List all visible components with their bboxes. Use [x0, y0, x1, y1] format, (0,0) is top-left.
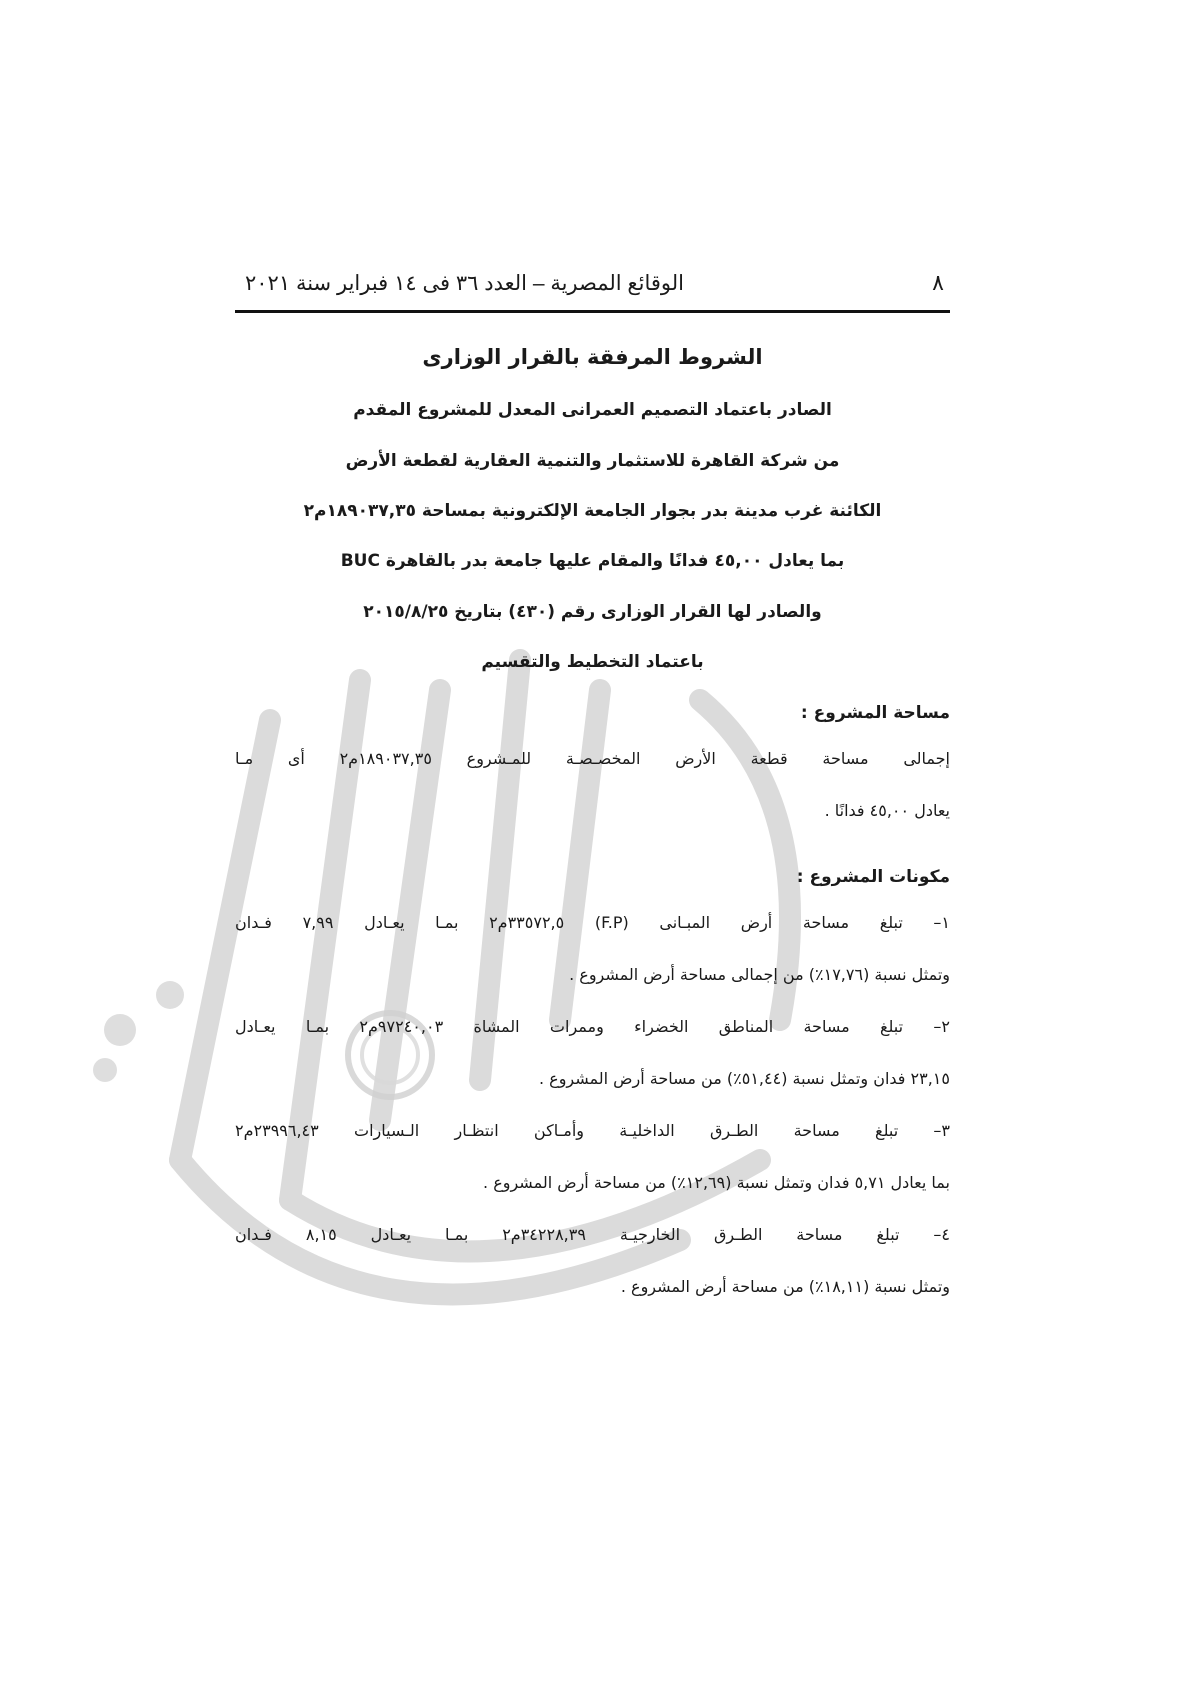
component-item-3-line-2: بما يعادل ٥,٧١ فدان وتمثل نسبة (١٢,٦٩٪) من مساحة أرض المشروع . — [483, 1172, 950, 1192]
title-line-4: بما يعادل ٤٥,٠٠ فدانًا والمقام عليها جامعة بدر بالقاهرة BUC — [340, 551, 845, 572]
component-item-3-line-1: ٣– تبلغ مساحة الطـرق الداخليـة وأمـاكن انتظـار الـسيارات ٢٣٩٩٦,٤٣م٢ — [235, 1120, 950, 1140]
document-page — [235, 270, 950, 1313]
component-item-1-line-1: ١– تبلغ مساحة أرض المبـانى (F.P) ٣٣٥٧٢,٥م٢ بمـا يعـادل ٧,٩٩ فـدان — [235, 912, 951, 932]
title-line-3: الكائنة غرب مدينة بدر بجوار الجامعة الإلكترونية بمساحة ١٨٩٠٣٧,٣٥م٢ — [303, 500, 882, 521]
page-header — [235, 270, 950, 310]
component-item-4-line-1: ٤– تبلغ مساحة الطـرق الخارجيـة ٣٤٢٢٨,٣٩م٢ بمـا يعـادل ٨,١٥ فـدان — [235, 1224, 950, 1244]
title-line-5: والصادر لها القرار الوزارى رقم (٤٣٠) بتاريخ ٢٠١٥/٨/٢٥ — [363, 601, 822, 622]
component-item-2-line-2: ٢٣,١٥ فدان وتمثل نسبة (٥١,٤٤٪) من مساحة أرض المشروع . — [538, 1068, 950, 1088]
publication-title: الوقائع المصرية – العدد ٣٦ فى ١٤ فبراير سنة ٢٠٢١ — [245, 272, 684, 295]
component-item-3 — [235, 1105, 950, 1209]
component-item-4-line-2: وتمثل نسبة (١٨,١١٪) من مساحة أرض المشروع . — [620, 1276, 950, 1296]
area-heading: مساحة المشروع : — [800, 702, 950, 723]
components-heading: مكونات المشروع : — [796, 866, 950, 887]
component-item-4 — [235, 1209, 950, 1313]
area-line-1: إجمالى مساحة قطعة الأرض المخصـصـة للمـشروع ١٨٩٠٣٧,٣٥م٢ أى مـا — [235, 748, 950, 768]
area-paragraph — [235, 733, 950, 837]
document-title: الشروط المرفقة بالقرار الوزارى — [422, 345, 763, 369]
title-line-2: من شركة القاهرة للاستثمار والتنمية العقارية لقطعة الأرض — [345, 450, 840, 471]
title-line-1: الصادر باعتماد التصميم العمرانى المعدل للمشروع المقدم — [353, 400, 832, 421]
component-item-1-line-2: وتمثل نسبة (١٧,٧٦٪) من إجمالى مساحة أرض المشروع . — [569, 964, 950, 984]
header-rule — [235, 310, 950, 313]
component-item-2 — [235, 1001, 950, 1105]
component-item-1 — [235, 897, 950, 1001]
area-line-2: يعادل ٤٥,٠٠ فدانًا . — [824, 800, 950, 820]
component-item-2-line-1: ٢– تبلغ مساحة المناطق الخضراء وممرات المشاة ٩٧٢٤٠,٠٣م٢ بمـا يعـادل — [235, 1016, 951, 1036]
title-line-6: باعتماد التخطيط والتقسيم — [481, 652, 704, 673]
page-number: ٨ — [932, 270, 944, 295]
title-block — [235, 345, 950, 673]
